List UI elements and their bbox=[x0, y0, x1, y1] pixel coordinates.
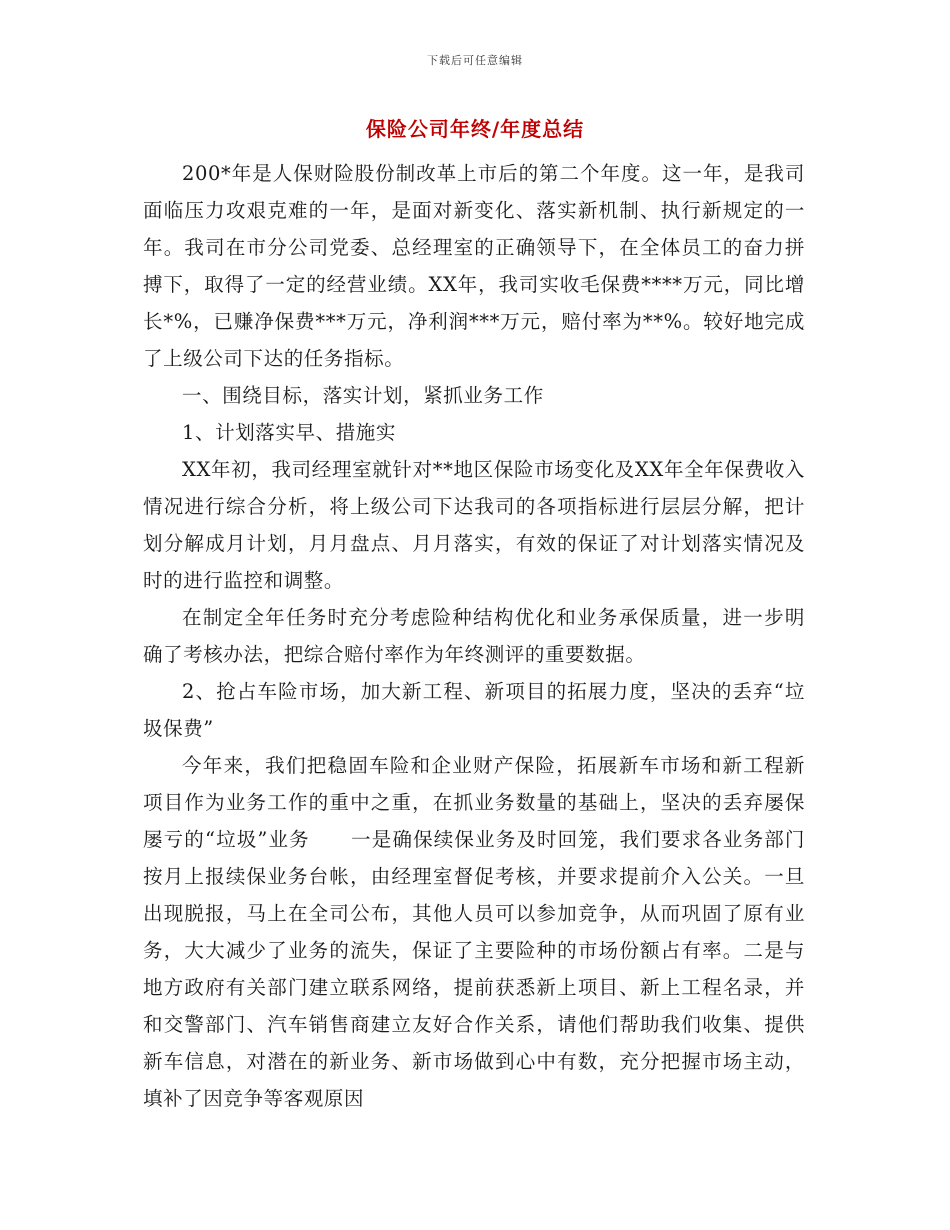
paragraph-plan: XX年初，我司经理室就针对**地区保险市场变化及XX年全年保费收入情况进行综合分析，将上级公司下达我司的各项指标进行层层分解，把计划分解成月计划，月月盘点、月月落实，有效的保证了对计划落实情况及时的进行监控和调整。 bbox=[143, 458, 805, 592]
document-title: 保险公司年终/年度总结 bbox=[365, 117, 585, 141]
document-body bbox=[143, 155, 805, 1117]
paragraph-market: 今年来，我们把稳固车险和企业财产保险，拓展新车市场和新工程新项目作为业务工作的重中之重，在抓业务数量的基础上，坚决的丢弃屡保屡亏的“垃圾”业务 一是确保续保业务及时回笼，我们要求各业务部门按月上报续保业务台帐，由经理室督促考核，并要求提前介入公关。一旦出现脱报，马上在全司公布，其他人员可以参加竞争，从而巩固了原有业务，大大减少了业务的流失，保证了主要险种的市场份额占有率。二是与地方政府有关部门建立联系网络，提前获悉新上项目、新上工程名录，并和交警部门、汽车销售商建立友好合作关系，请他们帮助我们收集、提供新车信息，对潜在的新业务、新市场做到心中有数，充分把握市场主动，填补了因竞争等客观原因 bbox=[143, 754, 805, 1110]
paragraph-assessment: 在制定全年任务时充分考虑险种结构优化和业务承保质量，进一步明确了考核办法，把综合赔付率作为年终测评的重要数据。 bbox=[143, 606, 805, 666]
header-note: 下载后可任意编辑 bbox=[427, 54, 523, 67]
subsection-heading-2: 2、抢占车险市场，加大新工程、新项目的拓展力度，坚决的丢弃“垃圾保费” bbox=[143, 680, 805, 740]
subsection-heading-1: 1、计划落实早、措施实 bbox=[182, 421, 397, 444]
paragraph-intro: 200*年是人保财险股份制改革上市后的第二个年度。这一年，是我司面临压力攻艰克难的一年，是面对新变化、落实新机制、执行新规定的一年。我司在市分公司党委、总经理室的正确领导下，在全体员工的奋力拼搏下，取得了一定的经营业绩。XX年，我司实收毛保费****万元，同比增长*%，已赚净保费***万元，净利润***万元，赔付率为**%。较好地完成了上级公司下达的任务指标。 bbox=[143, 162, 805, 370]
section-heading-1: 一、围绕目标，落实计划，紧抓业务工作 bbox=[182, 384, 544, 407]
